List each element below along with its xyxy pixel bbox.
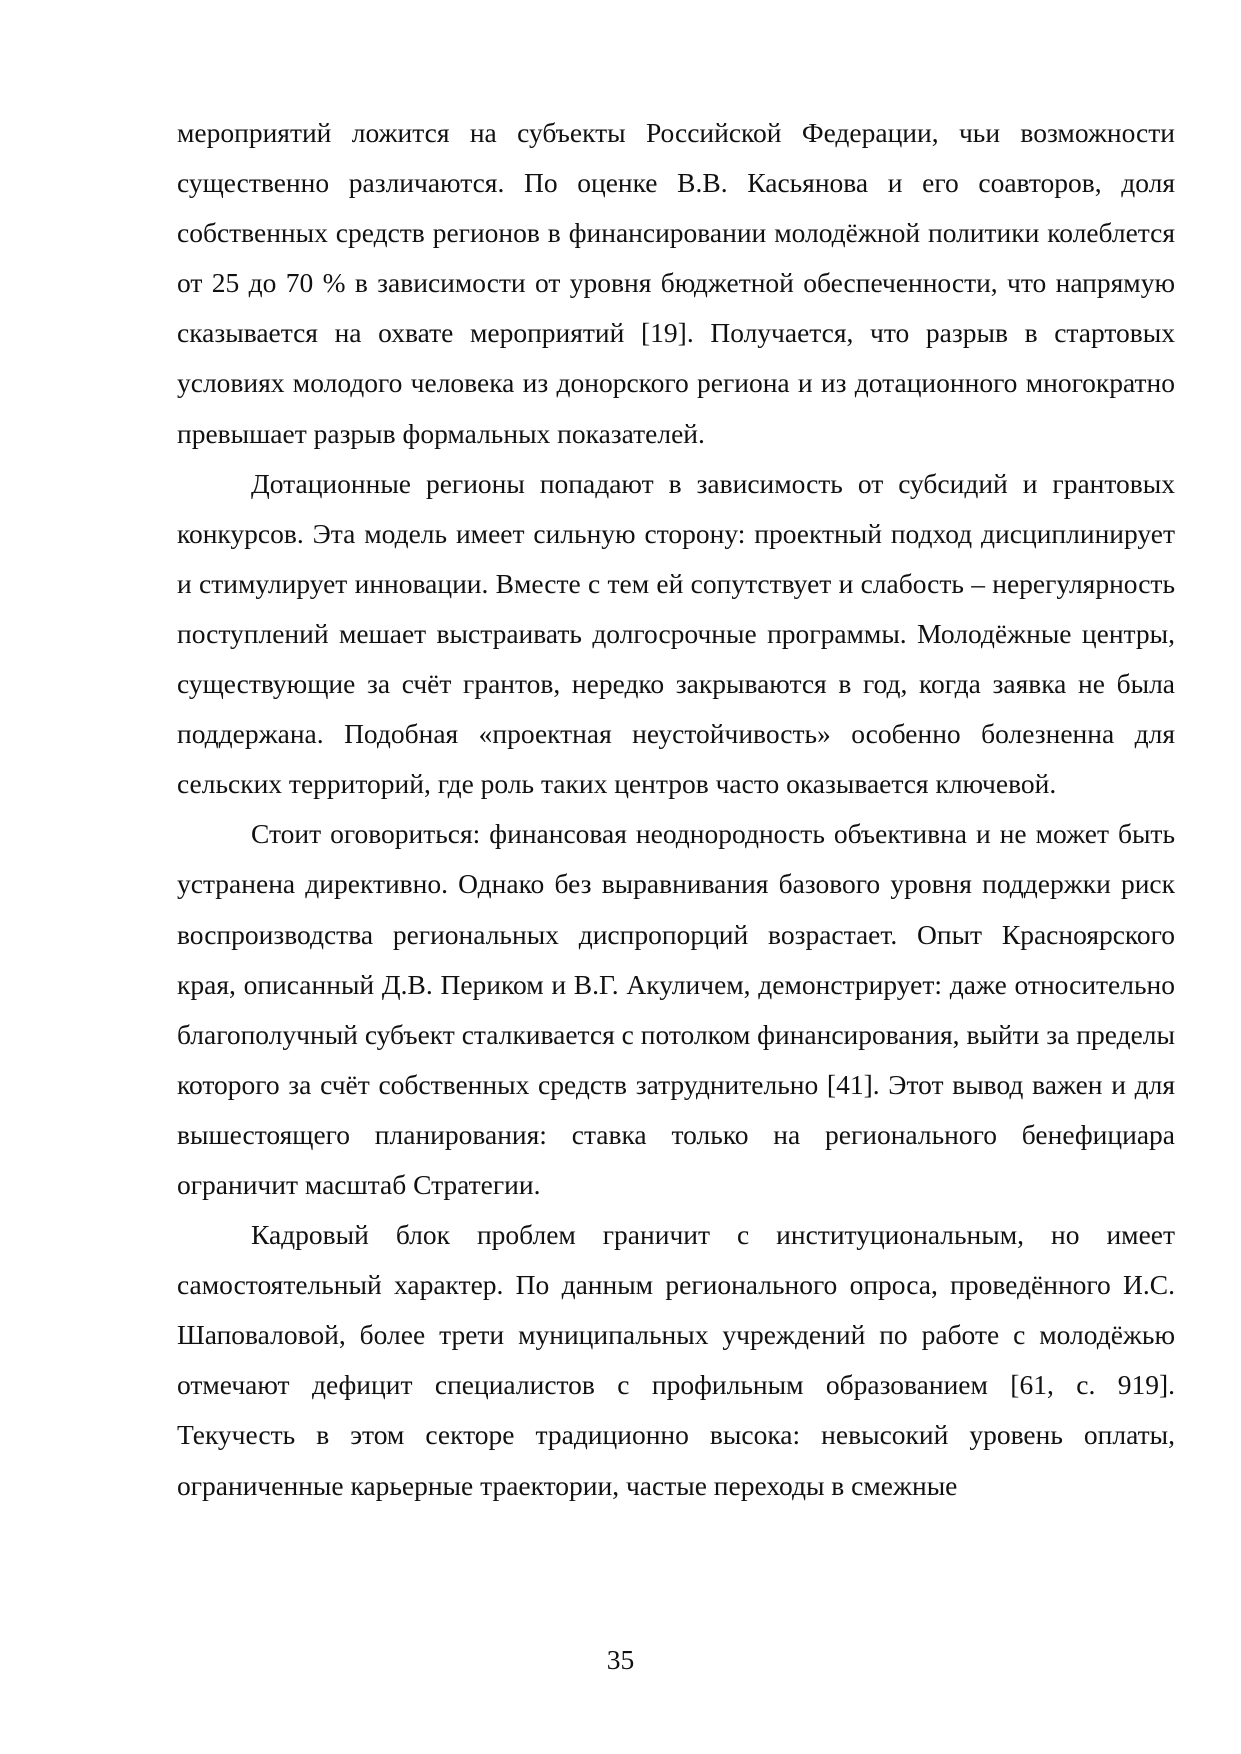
paragraph-3: Стоит оговориться: финансовая неоднородность объективна и не может быть устранена директивно. Однако без выравнивания базового уровня поддержки риск воспроизводства региональных диспропорций возрастает. Опыт Красноярского края, описанный Д.В. Периком и В.Г. Акуличем, демонстрирует: даже относительно благополучный субъект сталкивается с потолком финансирования, выйти за пределы которого за счёт собственных средств затруднительно [41]. Этот вывод важен и для вышестоящего планирования: ставка только на регионального бенефициара ограничит масштаб Стратегии. (177, 818, 1175, 1200)
body-text (177, 108, 1175, 1511)
paragraph-4: Кадровый блок проблем граничит с институциональным, но имеет самостоятельный характер. По данным регионального опроса, проведённого И.С. Шаповаловой, более трети муниципальных учреждений по работе с молодёжью отмечают дефицит специалистов с профильным образованием [61, с. 919]. Текучесть в этом секторе традиционно высока: невысокий уровень оплаты, ограниченные карьерные траектории, частые переходы в смежные (177, 1219, 1175, 1501)
paragraph-1: мероприятий ложится на субъекты Российской Федерации, чьи возможности существенно различаются. По оценке В.В. Касьянова и его соавторов, доля собственных средств регионов в финансировании молодёжной политики колеблется от 25 до 70 % в зависимости от уровня бюджетной обеспеченности, что напрямую сказывается на охвате мероприятий [19]. Получается, что разрыв в стартовых условиях молодого человека из донорского региона и из дотационного многократно превышает разрыв формальных показателей. (177, 117, 1175, 449)
paragraph-2: Дотационные регионы попадают в зависимость от субсидий и грантовых конкурсов. Эта модель имеет сильную сторону: проектный подход дисциплинирует и стимулирует инновации. Вместе с тем ей сопутствует и слабость – нерегулярность поступлений мешает выстраивать долгосрочные программы. Молодёжные центры, существующие за счёт грантов, нередко закрываются в год, когда заявка не была поддержана. Подобная «проектная неустойчивость» особенно болезненна для сельских территорий, где роль таких центров часто оказывается ключевой. (177, 467, 1175, 800)
page-number: 35 (606, 1644, 635, 1675)
